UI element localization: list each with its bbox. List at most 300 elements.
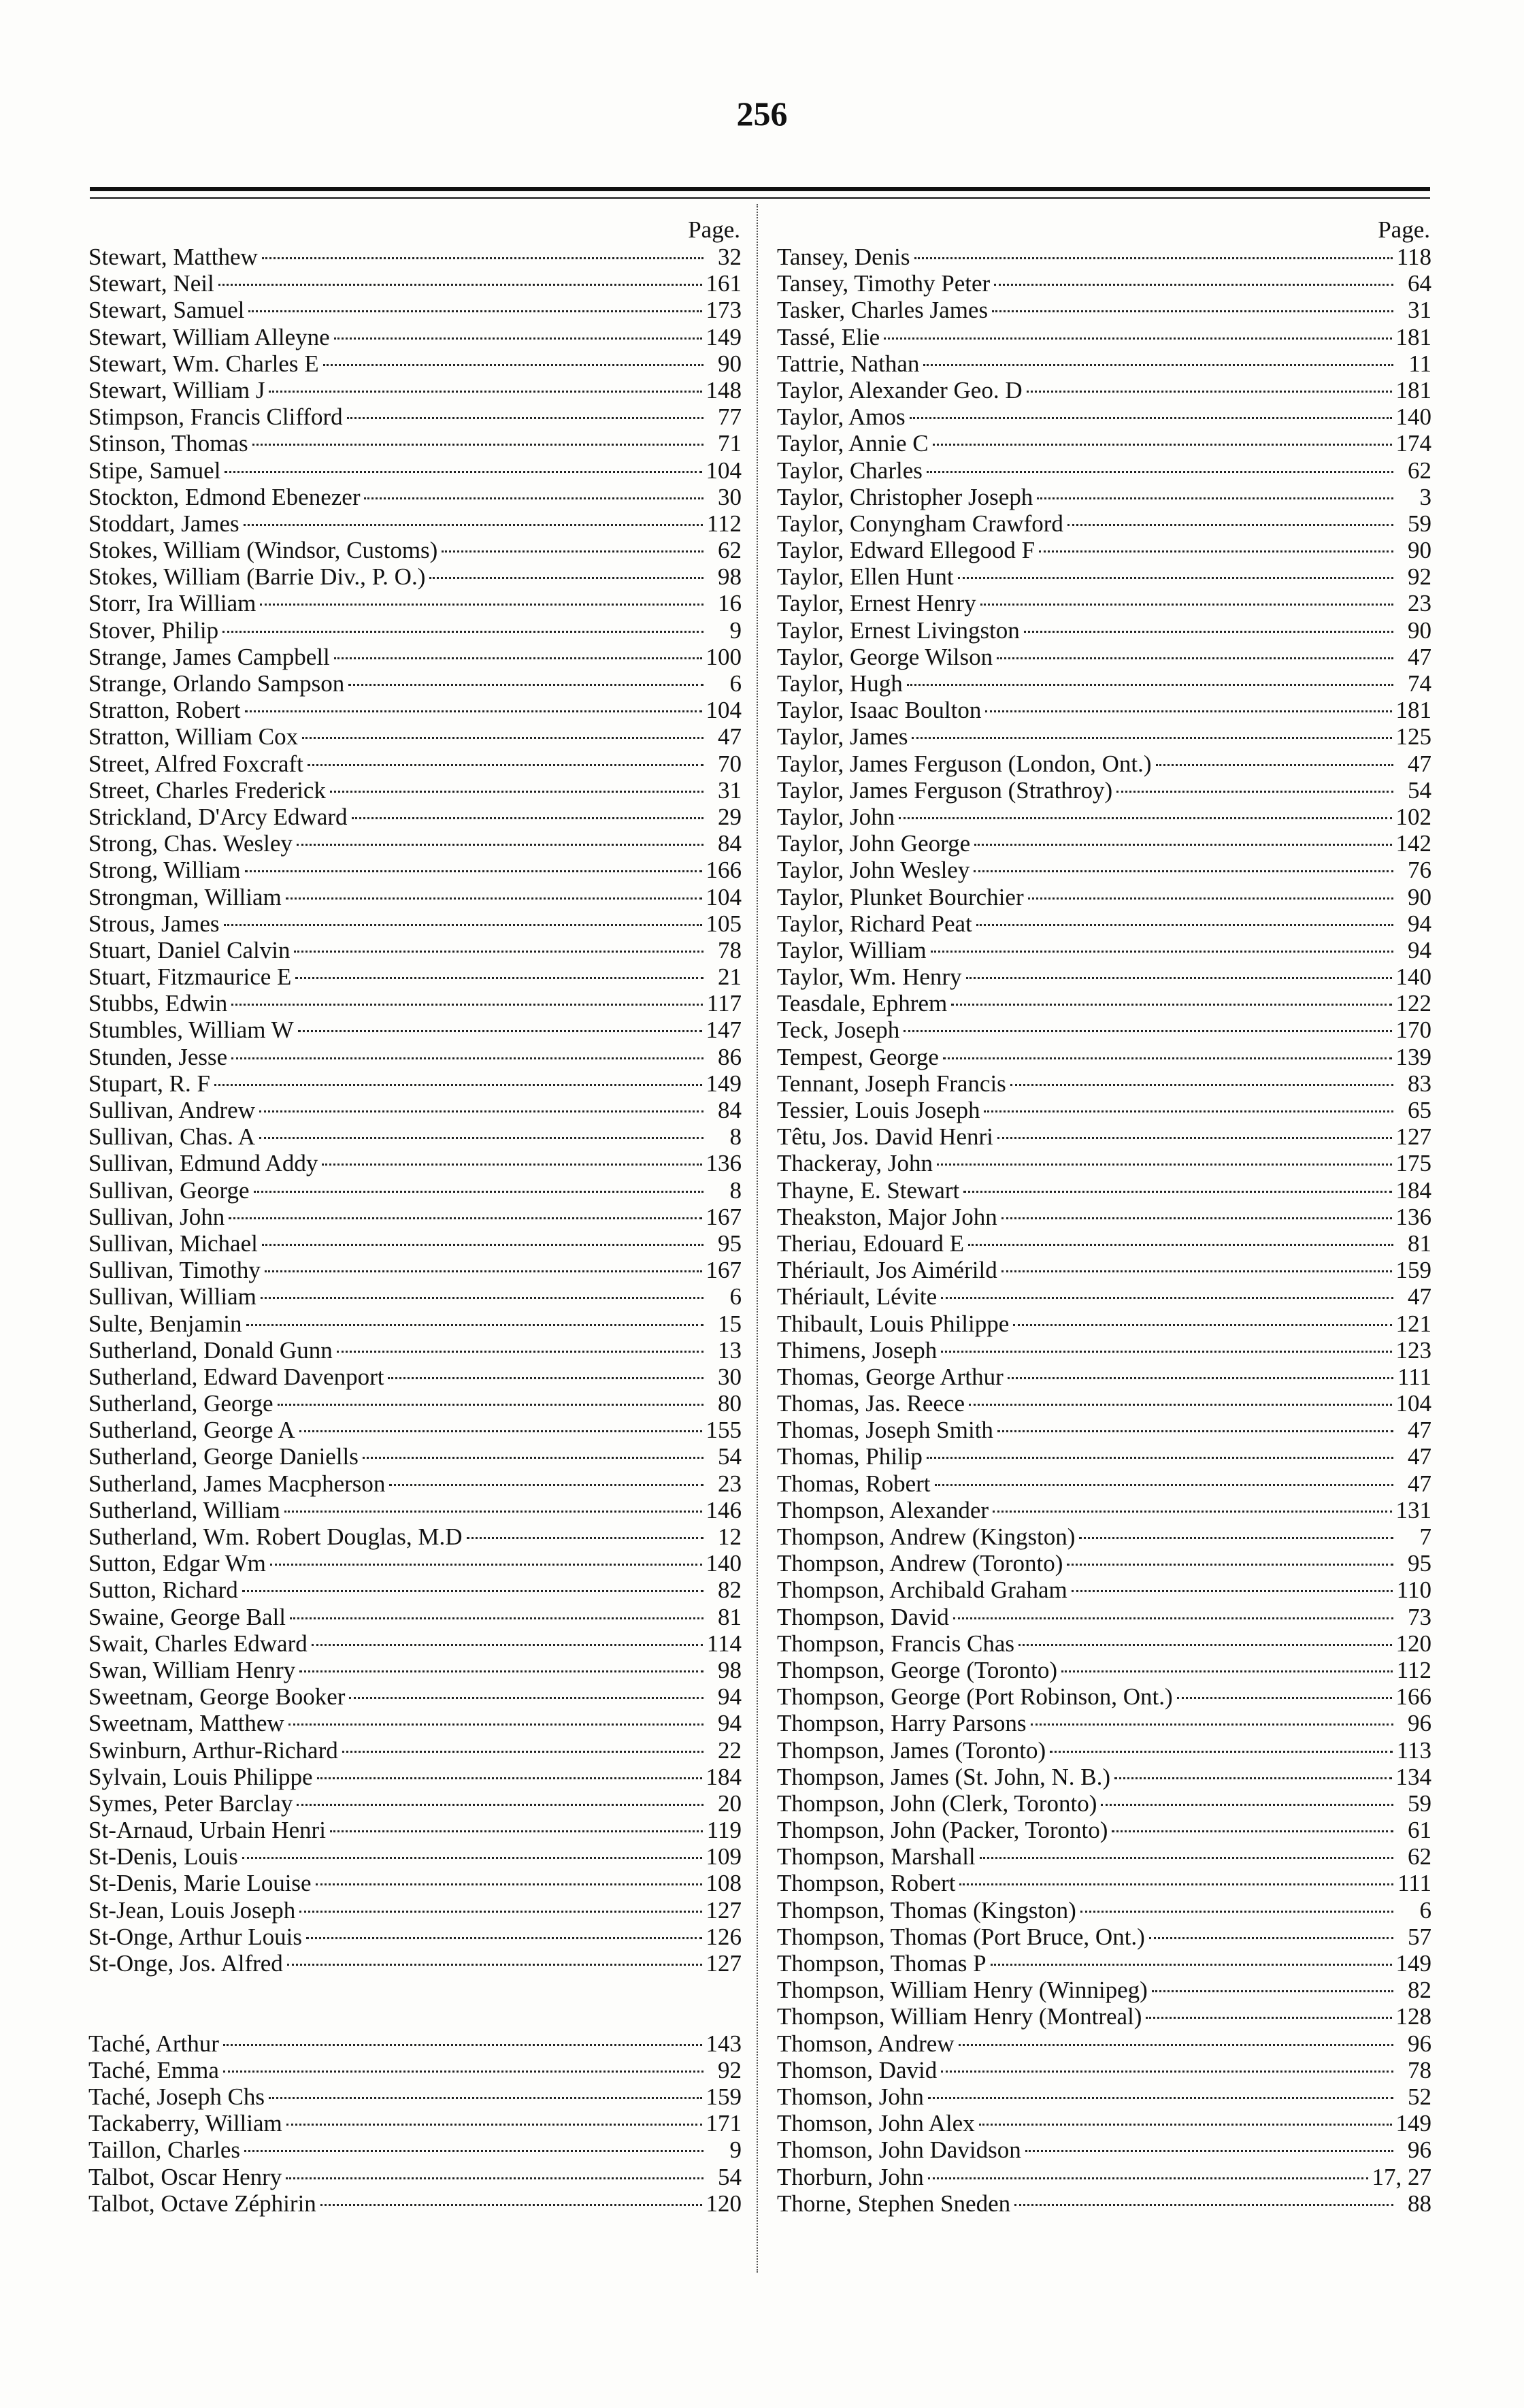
entry-name: Taylor, Ernest Livingston: [777, 616, 1020, 644]
entry-page-number: 95: [718, 1230, 742, 1257]
dot-leader: [910, 417, 1392, 419]
index-entry: [88, 697, 742, 723]
entry-name: Thériault, Jos Aimérild: [777, 1257, 997, 1284]
dot-leader: [1072, 1590, 1393, 1592]
dot-leader: [246, 1324, 703, 1326]
entry-page-number: 86: [718, 1043, 742, 1070]
index-entry: [88, 2190, 742, 2217]
dot-leader: [993, 1511, 1391, 1513]
entry-name: Stover, Philip: [88, 616, 219, 644]
entry-page-number: 88: [1408, 2190, 1431, 2217]
entry-name: Thompson, Thomas (Port Bruce, Ont.): [777, 1923, 1145, 1950]
entry-page-number: 30: [718, 483, 742, 510]
entry-page-number: 81: [1408, 1230, 1431, 1257]
dot-leader: [1025, 2150, 1393, 2152]
entry-page-number: 82: [718, 1577, 742, 1604]
index-entry: [777, 1070, 1431, 1097]
index-entry: [777, 804, 1431, 830]
dot-leader: [261, 1297, 703, 1299]
dot-leader: [286, 2124, 702, 2126]
entry-page-number: 59: [1408, 1789, 1431, 1817]
entry-page-number: 98: [718, 563, 742, 591]
index-entry: [777, 430, 1431, 457]
entry-name: Stumbles, William W: [88, 1017, 294, 1044]
entry-page-number: 47: [1408, 1470, 1431, 1497]
dot-leader: [991, 1964, 1392, 1966]
entry-page-number: 54: [718, 1443, 742, 1470]
entry-name: Symes, Peter Barclay: [88, 1789, 293, 1817]
entry-name: St-Onge, Arthur Louis: [88, 1923, 303, 1950]
dot-leader: [968, 1244, 1393, 1246]
index-entry: [777, 1950, 1431, 1977]
dot-leader: [363, 1457, 703, 1459]
index-entry: [777, 1817, 1431, 1843]
entry-name: Teck, Joseph: [777, 1017, 900, 1044]
dot-leader: [245, 870, 702, 872]
dot-leader: [330, 1830, 703, 1832]
index-entry: [88, 1390, 742, 1417]
index-entry: [88, 1950, 742, 1977]
entry-page-number: 167: [706, 1257, 742, 1284]
index-entry: [88, 1204, 742, 1230]
entry-name: Taylor, George Wilson: [777, 643, 993, 670]
entry-name: St-Denis, Marie Louise: [88, 1870, 312, 1897]
entry-page-number: 149: [706, 1070, 742, 1097]
entry-page-number: 64: [1408, 270, 1431, 297]
entry-name: Thibault, Louis Philippe: [777, 1310, 1010, 1337]
entry-page-number: 94: [718, 1683, 742, 1711]
entry-name: Thackeray, John: [777, 1150, 933, 1177]
entry-name: Strong, William: [88, 857, 241, 884]
entry-name: Thompson, Robert: [777, 1870, 956, 1897]
entry-page-number: 92: [1408, 563, 1431, 591]
entry-name: Thompson, William Henry (Winnipeg): [777, 1977, 1148, 2004]
entry-name: Thomas, George Arthur: [777, 1363, 1004, 1390]
index-entry: [88, 617, 742, 644]
entry-name: Taché, Joseph Chs: [88, 2083, 265, 2110]
entry-page-number: 143: [706, 2030, 742, 2057]
dot-leader: [927, 1457, 1393, 1459]
entry-page-number: 120: [1395, 1630, 1431, 1657]
index-entry: [88, 1630, 742, 1657]
dot-leader: [442, 550, 703, 552]
dot-leader: [1067, 1564, 1393, 1566]
entry-page-number: 32: [718, 244, 742, 270]
entry-page-number: 119: [706, 1817, 742, 1844]
index-entry: [777, 670, 1431, 697]
index-entry: [777, 723, 1431, 750]
entry-name: Stupart, R. F: [88, 1070, 210, 1097]
dot-leader: [224, 924, 702, 926]
dot-leader: [1080, 1911, 1393, 1913]
entry-name: Sullivan, Edmund Addy: [88, 1150, 318, 1177]
index-entry: [777, 1630, 1431, 1657]
dot-leader: [299, 1670, 703, 1672]
index-entry: [88, 350, 742, 377]
dot-leader: [904, 1030, 1391, 1032]
dot-leader: [1050, 1751, 1393, 1753]
entry-name: Stratton, Robert: [88, 697, 241, 724]
dot-leader: [984, 1110, 1393, 1112]
entry-page-number: 117: [706, 990, 742, 1017]
dot-leader: [1149, 1937, 1393, 1939]
entry-page-number: 125: [1395, 723, 1431, 751]
index-entry: [777, 1443, 1431, 1470]
dot-leader: [1039, 550, 1393, 552]
index-entry: [777, 457, 1431, 484]
entry-page-number: 174: [1395, 430, 1431, 457]
index-entry: [777, 1177, 1431, 1204]
dot-leader: [270, 1564, 702, 1566]
dot-leader: [352, 817, 703, 819]
index-entry: [88, 1150, 742, 1176]
index-entry: [777, 1204, 1431, 1230]
entry-page-number: 181: [1395, 323, 1431, 350]
entry-name: Street, Charles Frederick: [88, 776, 326, 804]
entry-page-number: 171: [706, 2110, 742, 2137]
entry-page-number: 149: [1395, 1950, 1431, 1977]
entry-name: Thomas, Joseph Smith: [777, 1417, 993, 1444]
index-entry: [88, 1230, 742, 1257]
dot-leader: [974, 870, 1393, 872]
entry-page-number: 96: [1408, 1710, 1431, 1737]
index-entry: [88, 937, 742, 963]
dot-leader: [959, 2044, 1393, 2046]
index-entry: [777, 1764, 1431, 1790]
entry-name: Taylor, Plunket Bourchier: [777, 883, 1024, 910]
entry-name: Sullivan, John: [88, 1203, 225, 1230]
entry-page-number: 84: [718, 1097, 742, 1123]
entry-name: Thompson, David: [777, 1603, 949, 1630]
dot-leader: [286, 897, 702, 900]
index-entry: [777, 537, 1431, 563]
dot-leader: [244, 2150, 703, 2152]
entry-page-number: 29: [718, 803, 742, 830]
index-entry: [777, 2003, 1431, 2030]
dot-leader: [245, 710, 702, 712]
dot-leader: [388, 1377, 703, 1379]
page-number: 256: [736, 95, 788, 133]
dot-leader: [1067, 524, 1393, 526]
index-entry: [777, 2083, 1431, 2110]
entry-page-number: 102: [1395, 803, 1431, 830]
entry-page-number: 15: [718, 1310, 742, 1337]
index-entry: [777, 2190, 1431, 2217]
index-entry: [88, 1817, 742, 1843]
dot-leader: [316, 1883, 702, 1885]
index-entry: [777, 617, 1431, 644]
entry-page-number: 121: [1395, 1310, 1431, 1337]
dot-leader: [302, 737, 703, 739]
entry-page-number: 8: [729, 1176, 742, 1204]
index-entry: [88, 2083, 742, 2110]
dot-leader: [980, 1857, 1393, 1859]
index-entry: [777, 2030, 1431, 2057]
index-entry: [777, 1417, 1431, 1443]
entry-page-number: 131: [1395, 1496, 1431, 1523]
index-entry: [88, 1577, 742, 1603]
entry-name: Taché, Arthur: [88, 2030, 219, 2057]
entry-page-number: 181: [1395, 376, 1431, 403]
entry-page-number: 59: [1408, 510, 1431, 537]
dot-leader: [262, 257, 703, 259]
dot-leader: [937, 1164, 1391, 1166]
entry-page-number: 78: [718, 936, 742, 963]
entry-name: Thompson, Alexander: [777, 1496, 989, 1523]
entry-name: Sulte, Benjamin: [88, 1310, 242, 1337]
entry-name: Storr, Ira William: [88, 590, 256, 617]
index-entry: [777, 644, 1431, 670]
index-entry: [777, 2110, 1431, 2137]
dot-leader: [290, 1617, 703, 1619]
dot-leader: [923, 364, 1393, 366]
dot-leader: [953, 1617, 1393, 1619]
index-entry: [777, 2057, 1431, 2083]
index-entry: [88, 244, 742, 270]
entry-page-number: 17, 27: [1372, 2163, 1431, 2190]
index-entry: [88, 1283, 742, 1310]
entry-page-number: 92: [718, 2056, 742, 2083]
index-entry: [88, 1070, 742, 1097]
entry-page-number: 149: [1395, 2110, 1431, 2137]
dot-leader: [364, 497, 703, 499]
entry-name: Thompson, Francis Chas: [777, 1630, 1015, 1657]
dot-leader: [899, 817, 1391, 819]
entry-name: Stuart, Fitzmaurice E: [88, 963, 292, 991]
entry-name: Thimens, Joseph: [777, 1336, 938, 1364]
entry-page-number: 90: [1408, 537, 1431, 564]
entry-name: Taylor, John: [777, 803, 895, 830]
dot-leader: [1013, 1324, 1391, 1326]
entry-page-number: 96: [1408, 2030, 1431, 2057]
entry-page-number: 23: [1408, 590, 1431, 617]
index-entry: [777, 1577, 1431, 1603]
entry-page-number: 123: [1395, 1336, 1431, 1364]
entry-name: Thériault, Lévite: [777, 1283, 938, 1310]
dot-leader: [958, 577, 1393, 579]
index-entry: [777, 1390, 1431, 1417]
index-entry: [88, 857, 742, 883]
index-entry: [88, 910, 742, 937]
entry-page-number: 70: [718, 750, 742, 777]
dot-leader: [342, 1751, 703, 1753]
entry-page-number: 159: [706, 2083, 742, 2110]
dot-leader: [1146, 2017, 1391, 2019]
entry-name: Thompson, Harry Parsons: [777, 1710, 1027, 1737]
index-entry: [88, 1977, 742, 2003]
dot-leader: [222, 631, 703, 633]
entry-name: Taylor, Ernest Henry: [777, 590, 976, 617]
index-entry: [88, 1657, 742, 1683]
index-entry: [777, 1364, 1431, 1390]
dot-leader: [269, 2097, 701, 2099]
entry-name: Thompson, Marshall: [777, 1843, 976, 1870]
entry-page-number: 113: [1396, 1736, 1431, 1764]
entry-name: Thompson, Andrew (Kingston): [777, 1523, 1076, 1550]
entry-name: St-Onge, Jos. Alfred: [88, 1950, 283, 1977]
dot-leader: [348, 684, 703, 686]
entry-name: Thomas, Philip: [777, 1443, 923, 1470]
entry-name: Thomson, John: [777, 2083, 924, 2110]
entry-name: Sylvain, Louis Philippe: [88, 1763, 313, 1790]
index-entry: [88, 1470, 742, 1497]
entry-page-number: 95: [1408, 1550, 1431, 1577]
entry-page-number: 22: [718, 1736, 742, 1764]
dot-leader: [334, 337, 702, 340]
entry-page-number: 6: [729, 1283, 742, 1310]
index-entry: [777, 1097, 1431, 1123]
entry-name: Street, Alfred Foxcraft: [88, 750, 303, 777]
dot-leader: [225, 471, 701, 473]
index-entry: [88, 1177, 742, 1204]
entry-name: Tasker, Charles James: [777, 297, 989, 324]
entry-page-number: 30: [718, 1363, 742, 1390]
dot-leader: [979, 2124, 1392, 2126]
entry-name: Swaine, George Ball: [88, 1603, 286, 1630]
index-entry: [777, 377, 1431, 403]
index-entry: [777, 1977, 1431, 2003]
entry-name: Taylor, James Ferguson (London, Ont.): [777, 750, 1152, 777]
dot-leader: [242, 1857, 702, 1859]
entry-page-number: 82: [1408, 1977, 1431, 2004]
entry-name: Taylor, Edward Ellegood F: [777, 537, 1036, 564]
dot-leader: [1018, 1644, 1391, 1646]
index-entry: [88, 1257, 742, 1283]
index-entry: [777, 297, 1431, 323]
entry-name: Stockton, Edmond Ebenezer: [88, 483, 361, 510]
entry-name: Taylor, Wm. Henry: [777, 963, 962, 991]
entry-name: Stuart, Daniel Calvin: [88, 936, 291, 963]
entry-name: Talbot, Oscar Henry: [88, 2163, 282, 2190]
entry-name: Thompson, Thomas P: [777, 1950, 987, 1977]
entry-name: Taylor, John Wesley: [777, 857, 970, 884]
entry-name: Tattrie, Nathan: [777, 350, 920, 377]
dot-leader: [1177, 1697, 1392, 1699]
entry-page-number: 71: [718, 430, 742, 457]
dot-leader: [1037, 497, 1393, 499]
entry-page-number: 146: [706, 1496, 742, 1523]
index-entry: [88, 723, 742, 750]
dot-leader: [308, 764, 703, 766]
dot-leader: [322, 1164, 701, 1166]
entry-page-number: 61: [1408, 1817, 1431, 1844]
dot-leader: [347, 417, 703, 419]
index-entry: [777, 1497, 1431, 1523]
index-entry: [88, 563, 742, 590]
entry-page-number: 112: [706, 510, 742, 537]
entry-page-number: 76: [1408, 857, 1431, 884]
index-entry: [777, 751, 1431, 777]
index-entry: [88, 1604, 742, 1630]
index-entry: [777, 2164, 1431, 2190]
dot-leader: [1156, 764, 1393, 766]
entry-page-number: 159: [1395, 1257, 1431, 1284]
index-entry: [88, 270, 742, 297]
index-entry: [88, 777, 742, 804]
entry-name: Taylor, James Ferguson (Strathroy): [777, 776, 1113, 804]
entry-name: Taylor, Christopher Joseph: [777, 483, 1033, 510]
dot-leader: [278, 1404, 703, 1406]
entry-name: Teasdale, Ephrem: [777, 990, 948, 1017]
entry-name: Taylor, Conyngham Crawford: [777, 510, 1063, 537]
entry-page-number: 149: [706, 323, 742, 350]
index-entry: [777, 1523, 1431, 1550]
dot-leader: [389, 1484, 703, 1486]
dot-leader: [1024, 631, 1393, 633]
right-page-header: Page.: [1378, 216, 1430, 243]
entry-page-number: 9: [729, 2137, 742, 2164]
entry-name: Swan, William Henry: [88, 1656, 296, 1683]
index-entry: [777, 830, 1431, 857]
entry-name: Stoddart, James: [88, 510, 239, 537]
index-entry: [777, 1790, 1431, 1817]
entry-name: Tempest, George: [777, 1043, 939, 1070]
entry-page-number: 136: [1395, 1203, 1431, 1230]
entry-name: Taylor, Charles: [777, 457, 923, 484]
entry-name: Sutherland, George: [88, 1390, 274, 1417]
index-entry: [88, 1443, 742, 1470]
dot-leader: [1079, 1537, 1393, 1539]
dot-leader: [306, 1937, 701, 1939]
entry-page-number: 98: [718, 1656, 742, 1683]
left-index-column: [88, 216, 742, 2217]
entry-name: Thompson, John (Clerk, Toronto): [777, 1789, 1097, 1817]
entry-page-number: 83: [1408, 1070, 1431, 1097]
entry-name: Sutherland, George A: [88, 1417, 295, 1444]
header-rule-thin: [90, 197, 1430, 199]
dot-leader: [1114, 1777, 1392, 1779]
index-entry: [88, 510, 742, 537]
entry-name: Strous, James: [88, 910, 220, 937]
index-entry: [88, 804, 742, 830]
entry-name: Taylor, James: [777, 723, 908, 751]
dot-leader: [248, 310, 701, 312]
entry-name: Thompson, George (Toronto): [777, 1656, 1057, 1683]
entry-name: Taillon, Charles: [88, 2137, 241, 2164]
index-entry: [88, 2164, 742, 2190]
index-entry: [88, 990, 742, 1017]
entry-name: Tennant, Joseph Francis: [777, 1070, 1006, 1097]
dot-leader: [1152, 1990, 1393, 1992]
entry-page-number: 9: [729, 616, 742, 644]
index-entry: [777, 1017, 1431, 1043]
dot-leader: [966, 977, 1392, 979]
entry-name: Tansey, Denis: [777, 244, 910, 270]
entry-name: Thomson, Andrew: [777, 2030, 955, 2057]
dot-leader: [907, 684, 1393, 686]
entry-name: Strongman, William: [88, 883, 282, 910]
entry-page-number: 6: [1419, 1896, 1431, 1924]
dot-leader: [941, 2071, 1393, 2073]
dot-leader: [218, 284, 702, 286]
index-entry: [777, 1470, 1431, 1497]
entry-page-number: 140: [1395, 963, 1431, 991]
entry-name: Sutherland, Donald Gunn: [88, 1336, 333, 1364]
index-entry: [777, 1310, 1431, 1337]
entry-page-number: 140: [1395, 403, 1431, 431]
index-entry: [88, 2057, 742, 2083]
index-entry: [88, 1017, 742, 1043]
entry-page-number: 104: [1395, 1390, 1431, 1417]
index-entry: [777, 990, 1431, 1017]
index-entry: [777, 590, 1431, 616]
index-entry: [88, 403, 742, 430]
index-entry: [88, 1870, 742, 1896]
entry-page-number: 6: [729, 670, 742, 697]
entry-page-number: 181: [1395, 697, 1431, 724]
index-entry: [777, 1683, 1431, 1710]
dot-leader: [297, 1804, 703, 1806]
